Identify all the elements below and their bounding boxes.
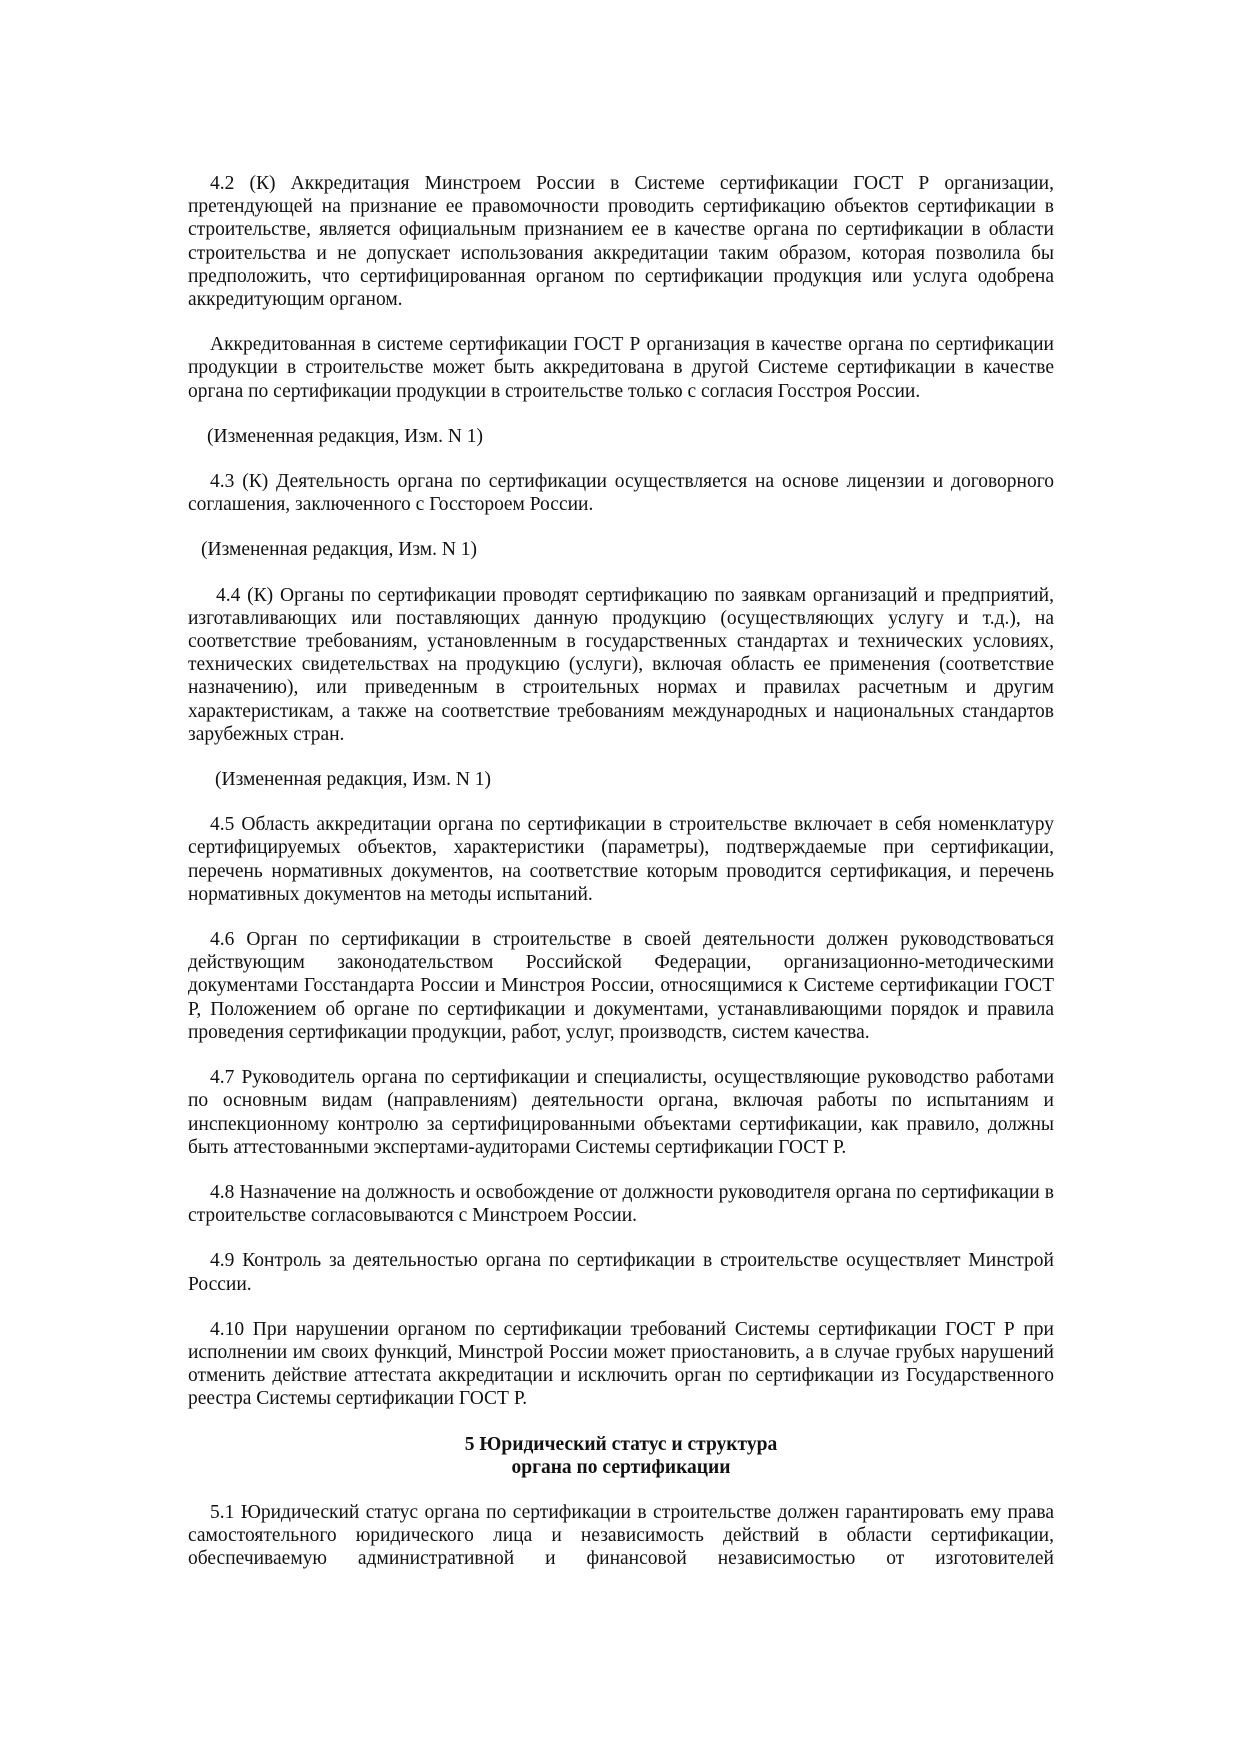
paragraph-4-3: 4.3 (К) Деятельность органа по сертификации осуществляется на основе лицензии и договорного соглашения, заключенного с Госсторoем России. (188, 471, 1054, 516)
paragraph-4-8: 4.8 Назначение на должность и освобождение от должности руководителя органа по сертификации в строительстве согласовываются с Минстроем России. (188, 1181, 1054, 1227)
section-5-heading (188, 1433, 1054, 1479)
paragraph-5-1: 5.1 Юридический статус органа по сертификации в строительстве должен гарантировать ему права самостоятельного юридического лица и независимость действий в области сертификации, обеспечиваемую административной и финансовой независимостью от изготовителей (188, 1501, 1054, 1570)
paragraph-4-2-continued: Аккредитованная в системе сертификации ГОСТ Р организация в качестве органа по сертификации продукции в строительстве может быть аккредитована в другой Системе сертификации в качестве органа по сертификации продукции в строительстве только с согласия Госстроя России. (188, 334, 1054, 402)
amendment-note: (Измененная редакция, Изм. N 1) (215, 769, 492, 791)
paragraph-4-7: 4.7 Руководитель органа по сертификации и специалисты, осуществляющие руководство работами по основным видам (направлениям) деятельности органа, включая работы по испытаниям и инспекционному контролю за сертифицированными объектами сертификации, как правило, должны быть аттестованными экспертами-аудиторами Системы сертификации ГОСТ Р. (188, 1067, 1054, 1158)
paragraph-4-9: 4.9 Контроль за деятельностью органа по сертификации в строительстве осуществляет Минстрой России. (188, 1250, 1054, 1295)
paragraph-4-2: 4.2 (К) Аккредитация Минстроем России в Системе сертификации ГОСТ Р организации, претендующей на признание ее правомочности проводить сертификацию объектов сертификации в строительстве, является официальным признанием ее в качестве органа по сертификации в области строительства и не допускает использования аккредитации таким образом, которая позволила бы предположить, что сертифицированная органом по сертификации продукция или услуга одобрена аккредитующим органом. (188, 173, 1054, 311)
amendment-note: (Измененная редакция, Изм. N 1) (207, 425, 484, 447)
paragraph-4-5: 4.5 Область аккредитации органа по сертификации в строительстве включает в себя номенклатуру сертифицируемых объектов, характеристики (параметры), подтверждаемые при сертификации, перечень нормативных документов, на соответствие которым проводится сертификация, и перечень нормативных документов на методы испытаний. (188, 814, 1054, 905)
section-5-heading-line-2: органа по сертификации (511, 1456, 731, 1478)
section-5-heading-line-1: 5 Юридический статус и структура (464, 1433, 778, 1455)
paragraph-4-4: 4.4 (К) Органы по сертификации проводят сертификацию по заявкам организаций и предприятий, изготавливающих или поставляющих данную продукцию (осуществляющих услугу и т.д.), на соответствие требованиям, установленным в государственных стандартах и технических условиях, технических свидетельствах на продукцию (услуги), включая область ее применения (соответствие назначению), или приведенным в строительных нормах и правилах расчетным и другим характеристикам, а также на соответствие требованиям международных и национальных стандартов зарубежных стран. (188, 584, 1054, 745)
document-body (188, 172, 1054, 1593)
paragraph-4-10: 4.10 При нарушении органом по сертификации требований Системы сертификации ГОСТ Р при исполнении им своих функций, Минстрой России может приостановить, а в случае грубых нарушений отменить действие аттестата аккредитации и исключить орган по сертификации из Государственного реестра Системы сертификации ГОСТ Р. (188, 1318, 1054, 1410)
amendment-note: (Измененная редакция, Изм. N 1) (201, 539, 478, 561)
paragraph-4-6: 4.6 Орган по сертификации в строительстве в своей деятельности должен руководствоваться действующим законодательством Российской Федерации, организационно-методическими документами Госстандарта России и Минстроя России, относящимися к Системе сертификации ГОСТ Р, Положением об органе по сертификации и документами, устанавливающими порядок и правила проведения сертификации продукции, работ, услуг, производств, систем качества. (188, 929, 1054, 1043)
